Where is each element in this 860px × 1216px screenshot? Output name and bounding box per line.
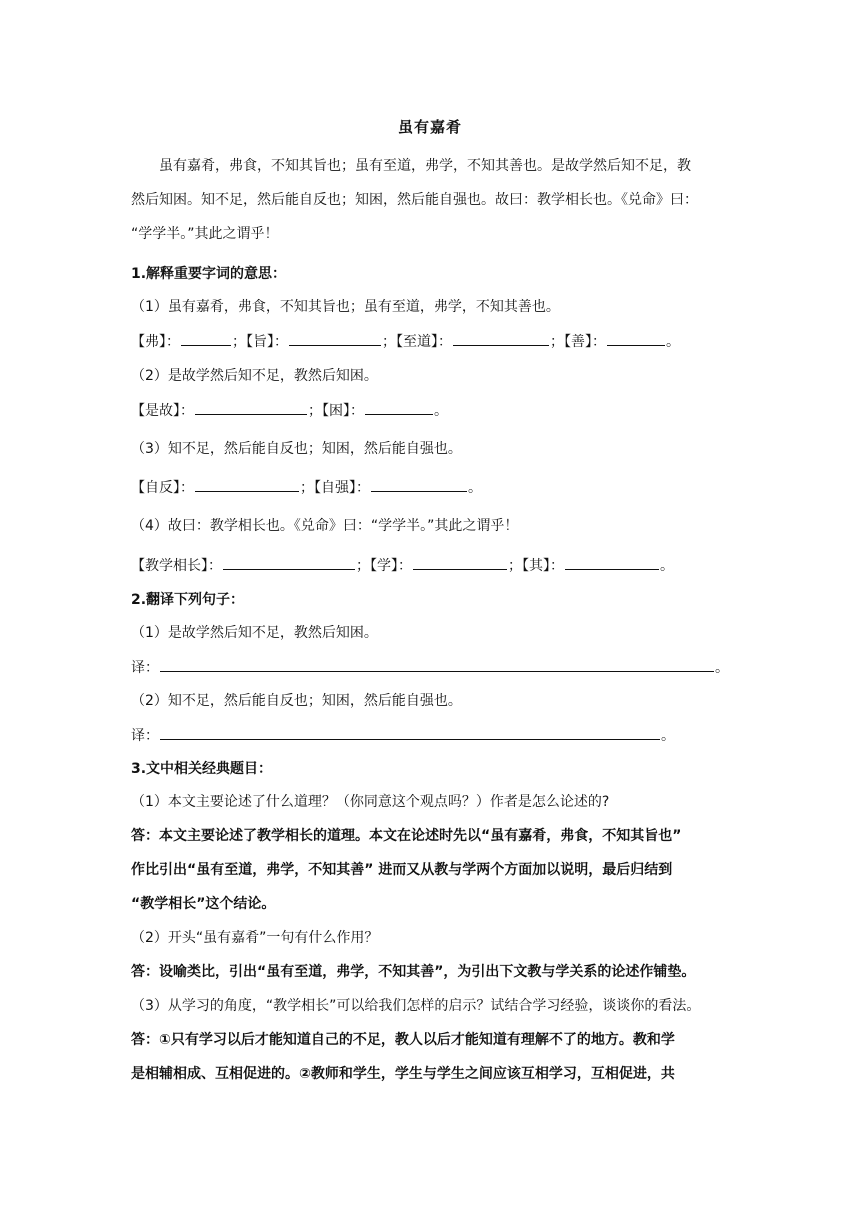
passage-line: “学学半。”其此之谓乎！ xyxy=(131,226,279,242)
doc-title: 虽有嘉肴 xyxy=(397,118,462,136)
q2-translation-row-2 xyxy=(131,725,731,746)
answer-blank[interactable] xyxy=(223,555,355,570)
fill-label: ；【困】： xyxy=(308,403,364,419)
fill-label: 。 xyxy=(468,480,482,496)
answer-blank[interactable] xyxy=(195,400,307,415)
q3-answer-3-line: 答：①只有学习以后才能知道自己的不足，教人以后才能知道有理解不了的地方。教和学 xyxy=(131,1032,675,1048)
passage-line: 然后知困。知不足，然后能自反也；知困，然后能自强也。故曰：教学相长也。《兑命》曰： xyxy=(131,192,698,208)
q1-sentence-3: （3）知不足，然后能自反也；知困，然后能自强也。 xyxy=(131,441,462,457)
answer-blank[interactable] xyxy=(413,555,507,570)
q1-fill-row-3 xyxy=(131,477,731,498)
q3-heading: 3.文中相关经典题目： xyxy=(131,761,273,777)
translation-label: 译： xyxy=(131,728,159,744)
fill-label: ；【善】： xyxy=(550,334,606,350)
passage-line: 虽有嘉肴，弗食，不知其旨也；虽有至道，弗学，不知其善也。是故学然后知不足，教 xyxy=(159,158,691,174)
answer-blank[interactable] xyxy=(607,331,665,346)
q1-sentence-4: （4）故曰：教学相长也。《兑命》曰：“学学半。”其此之谓乎！ xyxy=(131,518,519,534)
q3-answer-1-line: “教学相长”这个结论。 xyxy=(131,896,276,912)
q3-answer-2: 答：设喻类比，引出“虽有至道，弗学，不知其善”，为引出下文教与学关系的论述作铺垫。 xyxy=(131,964,696,980)
answer-blank[interactable] xyxy=(195,477,299,492)
translation-label: 译： xyxy=(131,660,159,676)
fill-label: ；【旨】： xyxy=(232,334,288,350)
q3-answer-1-line: 答：本文主要论述了教学相长的道理。本文在论述时先以“虽有嘉肴，弗食，不知其旨也” xyxy=(131,828,682,844)
q2-translation-row-1 xyxy=(131,657,731,678)
answer-blank[interactable] xyxy=(365,400,433,415)
period: 。 xyxy=(661,728,675,744)
q3-question-1: （1）本文主要论述了什么道理？（你同意这个观点吗？）作者是怎么论述的? xyxy=(131,794,610,810)
q3-answer-3-line: 是相辅相成、互相促进的。②教师和学生，学生与学生之间应该互相学习，互相促进，共 xyxy=(131,1066,675,1082)
q2-sentence-2: （2）知不足，然后能自反也；知困，然后能自强也。 xyxy=(131,693,462,709)
q3-answer-1-line: 作比引出“虽有至道，弗学，不知其善” 进而又从教与学两个方面加以说明，最后归结到 xyxy=(131,862,673,878)
q3-question-3: （3）从学习的角度，“教学相长”可以给我们怎样的启示？试结合学习经验，谈谈你的看法。 xyxy=(131,998,701,1014)
fill-label: ；【自强】： xyxy=(300,480,370,496)
q1-fill-row-2 xyxy=(131,400,731,421)
fill-label: ；【其】： xyxy=(508,558,564,574)
q1-sentence-1: （1）虽有嘉肴，弗食，不知其旨也；虽有至道，弗学，不知其善也。 xyxy=(131,299,560,315)
answer-blank[interactable] xyxy=(289,331,381,346)
translation-blank[interactable] xyxy=(160,725,660,740)
fill-label: 【是故】： xyxy=(131,403,194,419)
q3-question-2: （2）开头“虽有嘉肴”一句有什么作用？ xyxy=(131,930,379,946)
answer-blank[interactable] xyxy=(181,331,231,346)
q1-fill-row-1 xyxy=(131,331,731,352)
q1-heading: 1.解释重要字词的意思： xyxy=(131,266,287,282)
fill-label: 。 xyxy=(666,334,680,350)
q2-sentence-1: （1）是故学然后知不足，教然后知困。 xyxy=(131,625,378,641)
q2-heading: 2.翻译下列句子： xyxy=(131,592,245,608)
fill-label: 。 xyxy=(434,403,448,419)
q1-sentence-2: （2）是故学然后知不足，教然后知困。 xyxy=(131,368,378,384)
translation-blank[interactable] xyxy=(160,657,714,672)
answer-blank[interactable] xyxy=(565,555,659,570)
fill-label: ；【至道】： xyxy=(382,334,452,350)
fill-label: ；【学】： xyxy=(356,558,412,574)
period: 。 xyxy=(715,660,729,676)
q1-fill-row-4 xyxy=(131,555,731,576)
fill-label: 【自反】： xyxy=(131,480,194,496)
fill-label: 。 xyxy=(660,558,674,574)
fill-label: 【教学相长】： xyxy=(131,558,222,574)
fill-label: 【弗】： xyxy=(131,334,180,350)
answer-blank[interactable] xyxy=(371,477,467,492)
answer-blank[interactable] xyxy=(453,331,549,346)
